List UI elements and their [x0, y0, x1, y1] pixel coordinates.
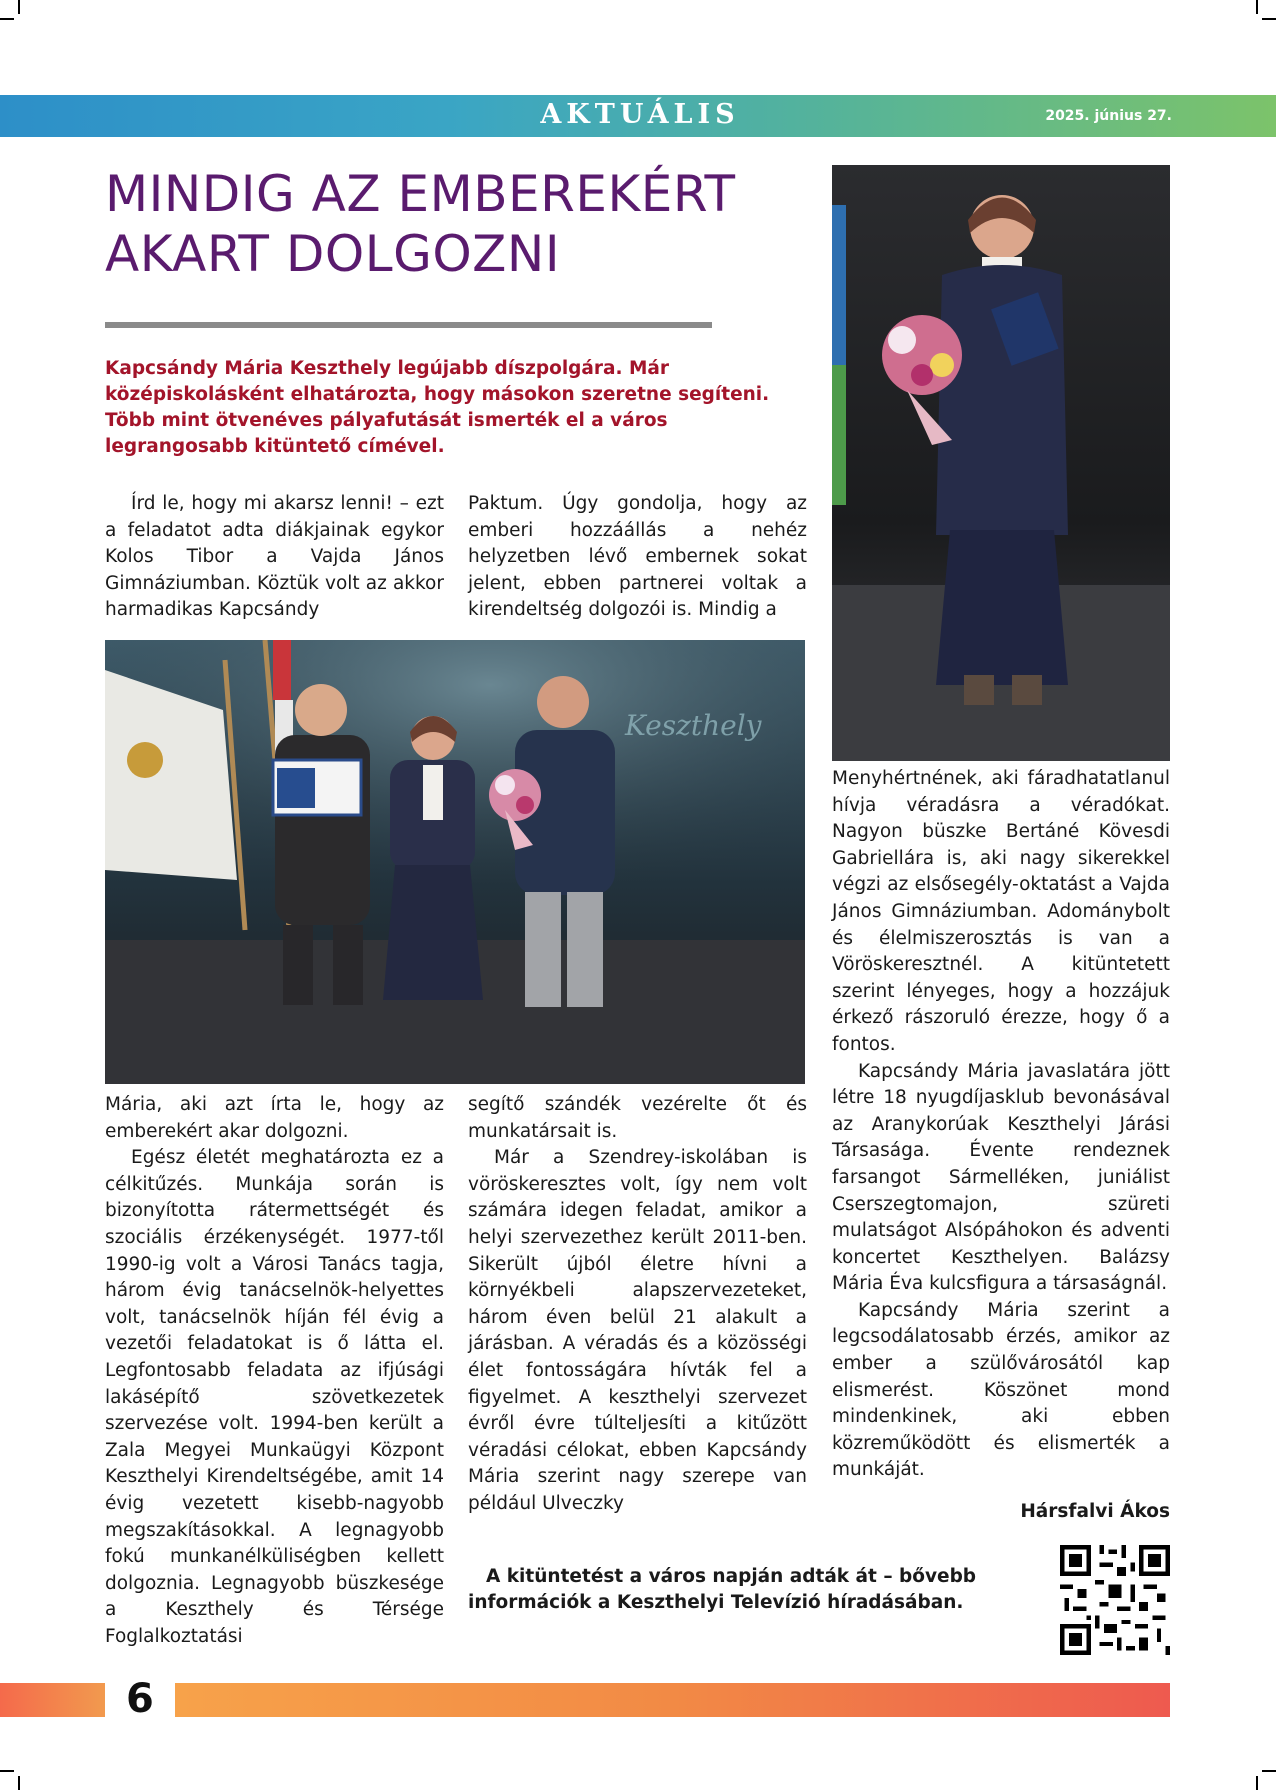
qr-code[interactable]	[1060, 1545, 1170, 1655]
footer-bar	[175, 1683, 1170, 1717]
column-3	[832, 766, 1170, 1484]
paragraph: Paktum. Úgy gondolja, hogy az emberi hozzáállás a nehéz helyzetben lévő embernek sokat jelent, ebben partnerei voltak a kirendeltség dolgozói is. Mindig a	[468, 493, 807, 621]
column-2-bottom	[468, 1092, 807, 1518]
article-lead: Kapcsándy Mária Keszthely legújabb díszpolgára. Már középiskolásként elhatározta, hogy másokon szeretne segíteni. Több mint ötvenéves pályafutását ismerték el a város legrangosabb kitüntető címével.	[105, 358, 770, 457]
paragraph: Kapcsándy Mária szerint a legcsodálatosabb érzés, amikor az ember a szülővárosától kap elismerést. Köszönet mond mindenkinek, aki ebben közreműködött és elismerték a munkáját.	[832, 1299, 1170, 1481]
footer-accent-left	[0, 1683, 105, 1717]
article-headline	[105, 164, 745, 284]
section-title: AKTUÁLIS	[540, 99, 740, 130]
ceremony-photo-image	[105, 640, 805, 1084]
headline-rule	[105, 322, 712, 328]
portrait-photo-image	[832, 165, 1170, 761]
issue-date: 2025. június 27.	[1045, 108, 1172, 124]
column-2-top	[468, 491, 807, 624]
column-1-top	[105, 491, 444, 624]
crop-mark	[18, 0, 20, 14]
stage-backdrop-text: Keszthely	[625, 709, 762, 742]
paragraph: Kapcsándy Mária javaslatára jött létre 18 nyugdíjasklub bevonásával az Aranykorúak Keszthelyi Járási Társasága. Évente rendeznek farsangot Sármelléken, juniálist Cserszegtomajon, szüreti mulatságot Alsópáhokon és adventi koncertet Keszthelyen. Balázsy Mária Éva kulcsfigura a társaságnál.	[832, 1060, 1170, 1295]
paragraph: Mária, aki azt írta le, hogy az emberekért akar dolgozni.	[105, 1094, 444, 1142]
crop-mark	[1256, 0, 1258, 14]
paragraph: Már a Szendrey-iskolában is vöröskeresztes volt, így nem volt számára idegen feladat, amikor a helyi szervezethez került 2011-ben. Sikerült újból életre hívni a környékbeli alapszervezeteket, három éven belül 21 alakult a járásban. A véradás és a közösségi élet fontosságára hívták fel a figyelmet. A keszthelyi szervezet évről évre túlteljesíti a kitűzött véradási célokat, ebben Kapcsándy Mária szerint nagy szerepe van például Ulveczky	[468, 1147, 807, 1514]
crop-mark	[18, 1776, 20, 1790]
crop-mark	[1256, 1776, 1258, 1790]
crop-mark	[1262, 18, 1276, 20]
column-1-bottom	[105, 1092, 444, 1650]
ceremony-photo	[105, 640, 805, 1084]
portrait-photo	[832, 165, 1170, 761]
page-number: 6	[126, 1676, 154, 1722]
crop-mark	[0, 18, 14, 20]
paragraph: Írd le, hogy mi akarsz lenni! – ezt a feladatot adta diákjainak egykor Kolos Tibor a Vajda János Gimnáziumban. Köztük volt az akkor harmadikas Kapcsándy	[105, 493, 444, 621]
paragraph: segítő szándék vezérelte őt és munkatársait is.	[468, 1094, 807, 1142]
info-note: A kitüntetést a város napján adták át – bővebb információk a Keszthelyi Televízió híradásában.	[468, 1566, 977, 1613]
paragraph: Menyhértnének, aki fáradhatatlanul hívja véradásra a véradókat. Nagyon büszke Bertáné Kövesdi Gabriellára is, aki nagy sikerekkel végzi az elsősegély-oktatást a Vajda János Gimnáziumban. Adománybolt és élelmiszerosztás is van a Vöröskeresztnél. A kitüntetett szerint lényeges, hogy a hozzájuk érkező rászoruló érezze, hogy ő a fontos.	[832, 768, 1170, 1055]
crop-mark	[0, 1770, 14, 1772]
headline-line-1: MINDIG AZ EMBEREKÉRT	[105, 165, 736, 223]
headline-line-2: AKART DOLGOZNI	[105, 225, 561, 283]
crop-mark	[1262, 1770, 1276, 1772]
qr-code-icon	[1060, 1545, 1170, 1655]
paragraph: Egész életét meghatározta ez a célkitűzés. Munkája során is bizonyította rátermettségét és szociális érzékenységét. 1977-től 1990-ig volt a Városi Tanács tagja, három évig tanácselnök-helyettes volt, tanácselnök híján fél évig a vezetői feladatokat is ő látta el. Legfontosabb feladata az ifjúsági lakásépítő szövetkezetek szervezése volt. 1994-ben került a Zala Megyei Munkaügyi Központ Keszthelyi Kirendeltségébe, amit 14 évig vezetett kisebb-nagyobb megszakításokkal. A legnagyobb fokú munkanélküliségben kellett dolgoznia. Legnagyobb büszkesége a Keszthely és Térsége Foglalkoztatási	[105, 1147, 444, 1647]
author-byline: Hársfalvi Ákos	[1020, 1501, 1170, 1522]
